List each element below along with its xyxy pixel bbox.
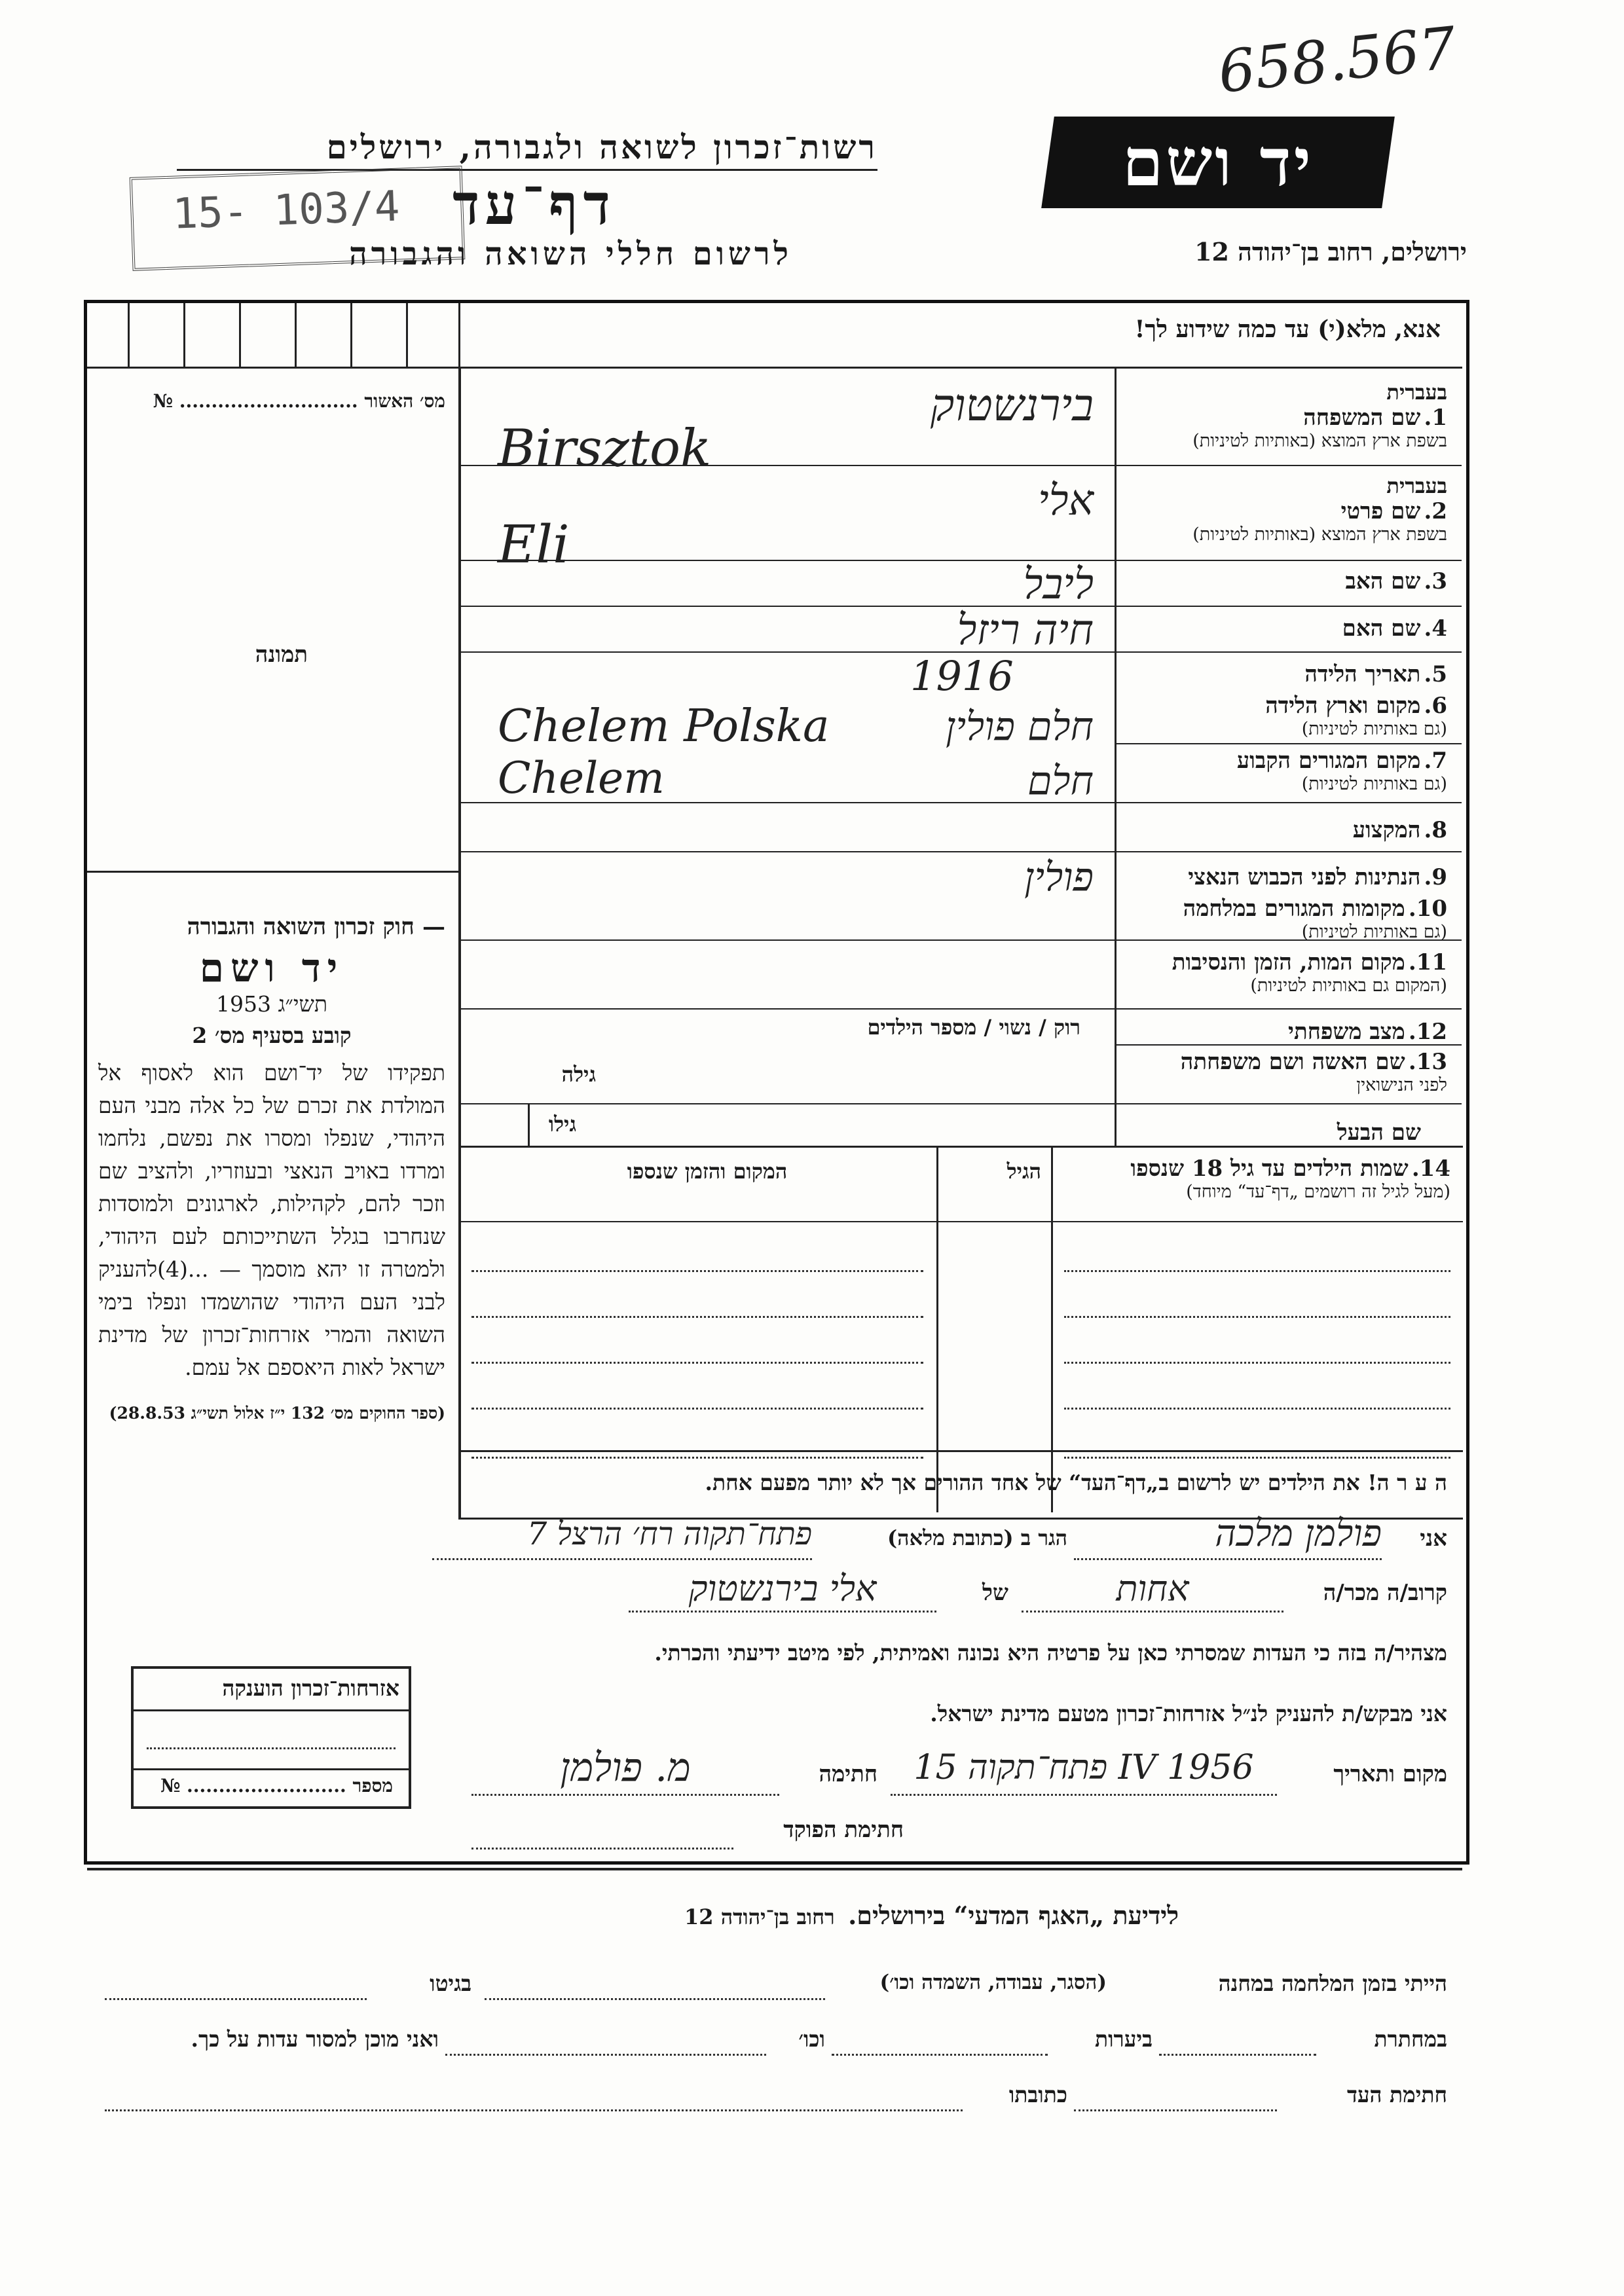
camp-label: הייתי בזמן המלחמה במחנה (1218, 1971, 1447, 1996)
witness-address-label: כתובתו (1008, 2082, 1067, 2107)
testimony-offer: ואני מוכן למסור עדות על כך. (191, 2026, 439, 2052)
law-box (98, 913, 445, 1425)
field-11: 11. מקום המות, הזמן והנסיבות (המקום גם באותיות לטיניות) (1172, 949, 1447, 996)
field-3: 3. שם האב (1345, 568, 1447, 594)
citizenship-box (131, 1666, 411, 1809)
marital-options: רוק / נשוי / מספר הילדים (867, 1015, 1080, 1040)
underground-label: במחתרת (1374, 2026, 1447, 2052)
residence-latin: Chelem (498, 753, 665, 803)
birth-date: 1916 (910, 652, 1014, 700)
declarant-signature: מ. פולמן (560, 1745, 691, 1791)
nationality: פולין (1024, 854, 1094, 900)
field-4: 4. שם האם (1342, 615, 1447, 642)
law-body: תפקידו של יד־ושם הוא לאסוף אל המולדת את זכרם של כל אלה מבני העם היהודי, שנפלו ומסרו את נפשם, נלחמו ומרדו באויב הנאצי ובעוזריו, ולהציב שם וזכר להם, לקהילות, לארגונים ולמוסדות שנחרבו בגלל השתייכותם לעם היהודי, ולמטרה זו יהא מוסמך — ...(4)להעניק לבני העם היהודי שהושמדו ונפלו בימי השואה והמרי אזרחות־זכרון של מדינת ישראל לאות היאספם אל עמם. (98, 1060, 445, 1380)
declarant-address: פתח־תקוה רח׳ הרצל 7 (526, 1516, 812, 1552)
instruction: אנא, מלא(י) עד כמה שידוע לך! (1134, 316, 1441, 343)
father-name: ליבל (1023, 560, 1094, 609)
place-date-value: פתח־תקוה 15 IV 1956 (913, 1748, 1254, 1787)
stamp-number: 15- 103/4 (172, 182, 401, 239)
field-10: 10. מקומות המגורים במלחמה (גם באותיות לטיניות) (1183, 896, 1447, 942)
of-value: אלי בירנשטוק (688, 1568, 877, 1609)
resides-label: הגר ב (כתובת מלאה) (887, 1525, 1067, 1550)
witness-signature-label: חתימת העד (1346, 2082, 1447, 2107)
field-6: 6. מקום וארץ הלידה (גם באותיות לטיניות) (1265, 693, 1447, 739)
logo-text: יד ושם (1122, 124, 1314, 201)
forests-label: ביערות (1094, 2026, 1153, 2052)
approval-label: מס׳ האשור ............................ № (153, 390, 445, 412)
children-header: 14. שמות הילדים עד גיל 18 שנספו (מעל לגיל זה רושמים „דף־עד“ מיוחד) (1130, 1156, 1450, 1202)
official-signature-label: חתימת הפוקד (783, 1817, 904, 1843)
field-13: 13. שם האשה ושם משפחתה לפני הנישואין (1180, 1049, 1447, 1095)
bottom-title: לידיעת „האגף המדעי“ בירושלים. (848, 1901, 1179, 1930)
form-subtitle: לרשום חללי השואה והגבורה (349, 236, 792, 272)
form-title: דף־עד (452, 172, 616, 238)
law-name: יד ושם (199, 945, 344, 991)
yad-vashem-logo (1041, 117, 1395, 208)
birthplace-hebrew: חלם פולין (946, 704, 1094, 750)
declaration-statement: מצהיר/ה בזה כי העדות שמסרתי כאן על פרטיה היא נכונה ואמיתית, לפי מיטב ידיעתי והכרתי. (654, 1640, 1447, 1666)
field-2: בעברית 2. שם פרטי בשפת ארץ המוצא (באותיות לטיניות) (1192, 473, 1447, 545)
etc-label: וכו׳ (798, 2026, 825, 2052)
field-8: 8. המקצוע (1352, 817, 1447, 843)
law-title: — חוק זכרון השואה והגבורה (187, 913, 445, 940)
surname-hebrew: בירנשטוק (930, 380, 1094, 431)
field-9: 9. הנתינות לפני הכבוש הנאצי (1188, 864, 1447, 890)
declarant-name: פולמן מלכה (1215, 1512, 1382, 1555)
residence-hebrew: חלם (1027, 758, 1094, 804)
citizenship-title: אזרחות־זכרון הוענקה (222, 1675, 399, 1701)
bottom-address: רחוב בן־יהודה 12 (684, 1904, 835, 1929)
camp-type-label: (הסגר, עבודה, השמדה וכו׳) (879, 1971, 1107, 1994)
ghetto-label: בגיטו (430, 1971, 471, 1996)
field-12: 12. מצב משפחתי (1288, 1019, 1447, 1045)
mother-name: חיה ריזל (957, 606, 1094, 655)
birthplace-latin: Chelem Polska (498, 701, 830, 752)
relative-label: קרוב/ה מכר/ה (1323, 1580, 1447, 1606)
photo-label: תמונה (255, 642, 308, 668)
logo-address: ירושלים, רחוב בן־יהודה 12 (1194, 237, 1467, 266)
place-date-label: מקום ותאריך (1333, 1761, 1447, 1787)
law-citation: (ספר החוקים מס׳ 132 י״ז אלול תשי״ג 28.8.53) (109, 1404, 445, 1423)
firstname-hebrew: אלי (1037, 477, 1094, 525)
citizenship-number: מספר ......................... № (160, 1775, 393, 1796)
i-label: אני (1420, 1525, 1447, 1552)
bottom-title-row (498, 1901, 1179, 1931)
wife-age-label: גילה (561, 1062, 596, 1087)
field-7: 7. מקום המגורים הקבוע (גם באותיות לטיניות) (1236, 748, 1447, 794)
husband-age-label: גילו (548, 1112, 576, 1137)
husband-label: שם הבעל (1337, 1120, 1421, 1146)
field-1: בעברית 1. שם המשפחה בשפת ארץ המוצא (באותיות לטיניות) (1192, 380, 1447, 451)
law-clause: קובע בסעיף מס׳ 2 (192, 1023, 352, 1048)
children-age-header: הגיל (1006, 1159, 1041, 1184)
children-place-header: המקום והזמן שנספו (627, 1159, 788, 1184)
declaration-request: אני מבקש/ת להעניק לנ״ל אזרחות־זכרון מטעם מדינת ישראל. (930, 1701, 1447, 1726)
note-text: ה ע ר ה! את הילדים יש לרשום ב„דף־העד“ של אחד ההורים אך לא יותר מפעם אחת. (705, 1470, 1447, 1495)
of-label: של (982, 1580, 1008, 1606)
relative-value: אחות (1116, 1568, 1189, 1609)
law-year: תשי״ג 1953 (215, 991, 328, 1017)
signature-label: חתימה (819, 1761, 877, 1787)
field-5: 5. תאריך הלידה (1304, 661, 1447, 687)
corner-number: 658.567 (1215, 14, 1460, 106)
surname-latin: Birsztok (498, 419, 712, 478)
authority-title: רשות־זכרון לשואה ולגבורה, ירושלים (326, 128, 877, 166)
firstname-latin: Eli (498, 514, 570, 575)
